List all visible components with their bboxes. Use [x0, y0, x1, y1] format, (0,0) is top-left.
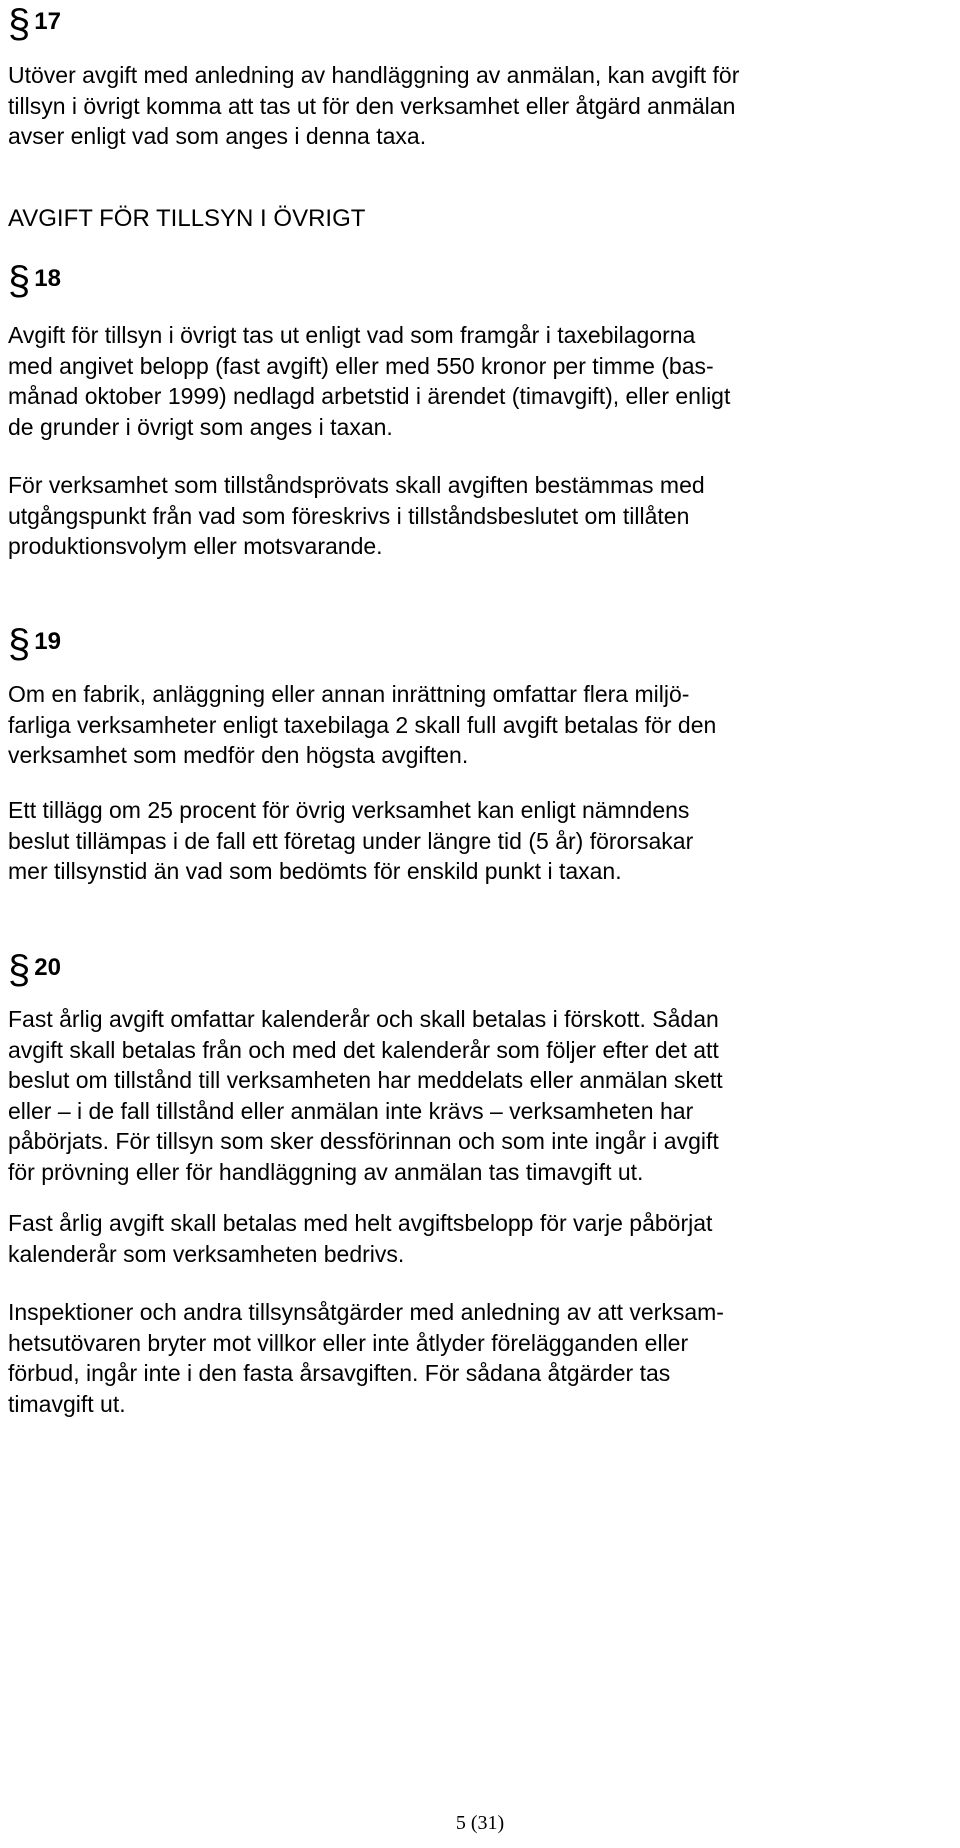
section-19-heading	[8, 620, 61, 664]
text-line: Inspektioner och andra tillsynsåtgärder med anledning av att verksam-	[8, 1299, 724, 1325]
text-line: Utöver avgift med anledning av handläggning av anmälan, kan avgift för	[8, 62, 740, 88]
page-number: 5 (31)	[455, 1812, 505, 1834]
section-title: AVGIFT FÖR TILLSYN I ÖVRIGT	[8, 205, 366, 232]
text-line: Fast årlig avgift skall betalas med helt avgiftsbelopp för varje påbörjat	[8, 1210, 713, 1236]
text-line: För verksamhet som tillståndsprövats skall avgiften bestämmas med	[8, 472, 705, 498]
text-line: Avgift för tillsyn i övrigt tas ut enligt vad som framgår i taxebilagorna	[8, 322, 696, 348]
section-number: 17	[34, 8, 61, 35]
text-line: verksamhet som medför den högsta avgiften.	[8, 742, 469, 768]
text-line: tillsyn i övrigt komma att tas ut för den verksamhet eller åtgärd anmälan	[8, 92, 736, 119]
text-line: Fast årlig avgift omfattar kalenderår och skall betalas i förskott. Sådan	[8, 1006, 719, 1032]
paragraph-19b	[8, 795, 693, 887]
section-20-heading	[8, 946, 61, 990]
paragraph-18a	[8, 320, 730, 442]
text-line: beslut tillämpas i de fall ett företag under längre tid (5 år) förorsakar	[8, 827, 694, 854]
heading-tillsyn	[8, 204, 365, 234]
section-18-heading	[8, 257, 61, 301]
paragraph-17	[8, 60, 739, 152]
text-line: produktionsvolym eller motsvarande.	[8, 533, 383, 559]
paragraph-20c	[8, 1297, 724, 1419]
text-line: avser enligt vad som anges i denna taxa.	[8, 123, 427, 149]
text-line: beslut om tillstånd till verksamheten har meddelats eller anmälan skett	[8, 1067, 723, 1093]
section-number: 18	[34, 265, 61, 292]
text-line: mer tillsynstid än vad som bedömts för enskild punkt i taxan.	[8, 858, 622, 884]
text-line: kalenderår som verksamheten bedrivs.	[8, 1240, 405, 1267]
text-line: utgångspunkt från vad som föreskrivs i tillståndsbeslutet om tillåten	[8, 502, 690, 529]
section-symbol: §	[8, 948, 31, 992]
text-line: månad oktober 1999) nedlagd arbetstid i ärendet (timavgift), eller enligt	[8, 383, 731, 409]
text-line: hetsutövaren bryter mot villkor eller inte åtlyder förelägganden eller	[8, 1329, 689, 1356]
paragraph-18b	[8, 470, 705, 562]
text-line: de grunder i övrigt som anges i taxan.	[8, 413, 393, 440]
section-number: 20	[34, 954, 61, 981]
text-line: avgift skall betalas från och med det kalenderår som följer efter det att	[8, 1036, 719, 1063]
section-symbol: §	[8, 622, 31, 666]
paragraph-20a	[8, 1004, 723, 1187]
text-line: Om en fabrik, anläggning eller annan inrättning omfattar flera miljö-	[8, 681, 690, 707]
paragraph-19a	[8, 679, 716, 771]
text-line: förbud, ingår inte i den fasta årsavgiften. För sådana åtgärder tas	[8, 1360, 671, 1386]
section-symbol: §	[8, 2, 31, 46]
text-line: timavgift ut.	[8, 1390, 126, 1417]
text-line: farliga verksamheter enligt taxebilaga 2 skall full avgift betalas för den	[8, 711, 717, 738]
section-17-heading	[8, 0, 61, 44]
section-number: 19	[34, 628, 61, 655]
text-line: påbörjats. För tillsyn som sker dessförinnan och som inte ingår i avgift	[8, 1128, 719, 1154]
text-line: för prövning eller för handläggning av anmälan tas timavgift ut.	[8, 1158, 644, 1185]
text-line: Ett tillägg om 25 procent för övrig verksamhet kan enligt nämndens	[8, 797, 690, 823]
text-line: eller – i de fall tillstånd eller anmälan inte krävs – verksamheten har	[8, 1097, 694, 1124]
section-symbol: §	[8, 259, 31, 303]
paragraph-20b	[8, 1208, 712, 1269]
text-line: med angivet belopp (fast avgift) eller med 550 kronor per timme (bas-	[8, 352, 714, 379]
